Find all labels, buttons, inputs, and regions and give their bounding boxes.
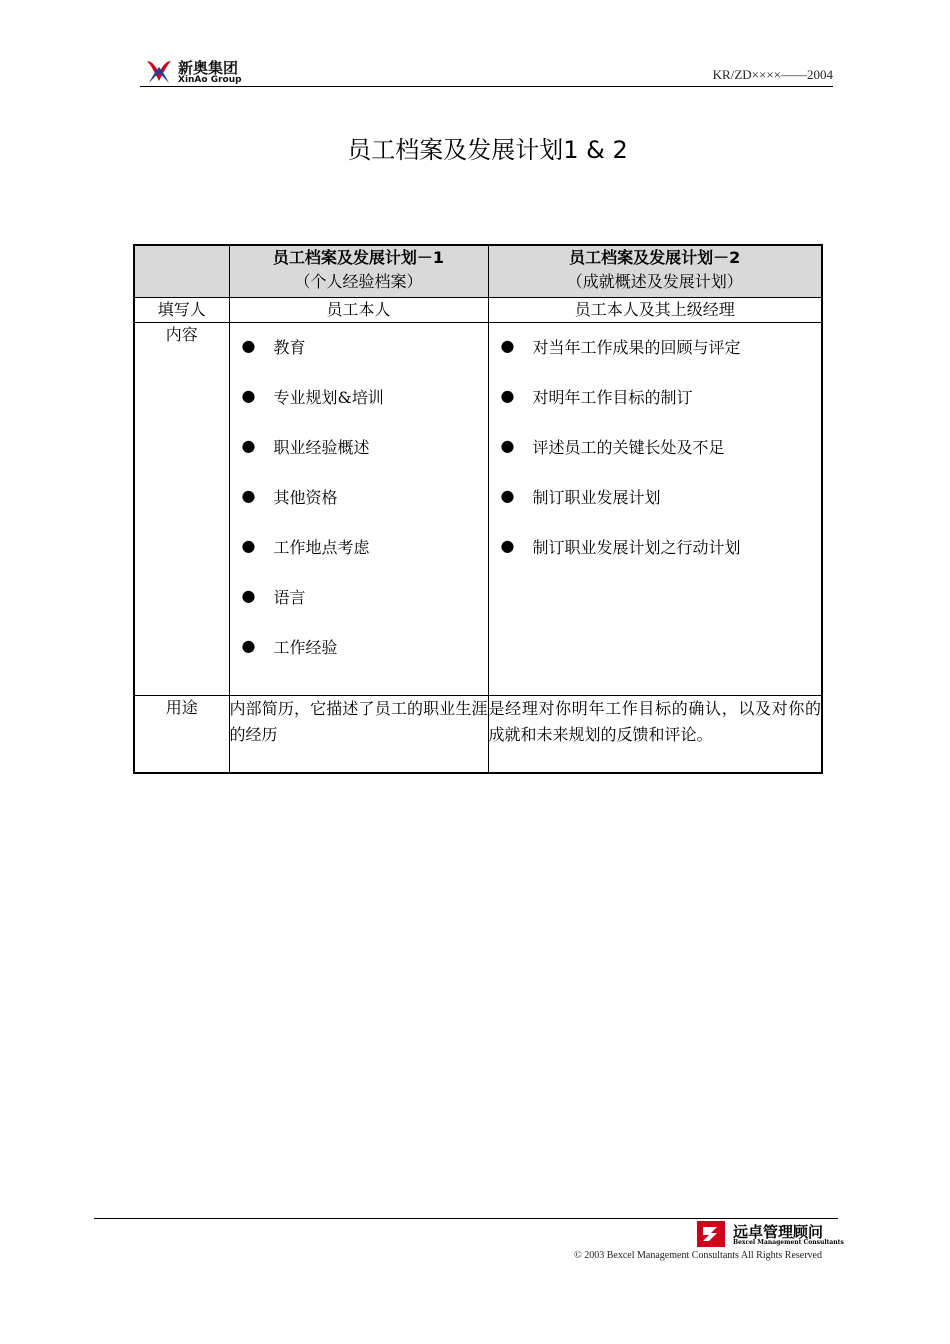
page-title: 员工档案及发展计划1 & 2: [347, 136, 628, 164]
list-item-text: 教育: [273, 338, 306, 357]
header-divider: [140, 86, 833, 87]
list-item-text: 工作经验: [273, 638, 338, 657]
xinao-logo-icon: [143, 55, 175, 87]
list-item: [499, 333, 822, 383]
row-label-content: 内容: [134, 323, 229, 696]
logo-english-name: XinAo Group: [178, 75, 242, 85]
list-item-text: 专业规划&培训: [273, 388, 384, 407]
content-col2: [488, 323, 822, 696]
plan-comparison-table: [133, 244, 823, 774]
list-item: [499, 383, 822, 433]
list-item: [499, 433, 822, 483]
header-col1: [229, 245, 488, 298]
bullet-icon: ●: [500, 536, 515, 555]
bullet-icon: ●: [241, 586, 256, 605]
document-code: KR/ZD××××——2004: [712, 67, 833, 82]
list-item: [240, 633, 488, 683]
consultant-logo: [697, 1221, 844, 1247]
list-item: [240, 333, 488, 383]
list-item-text: 职业经验概述: [273, 438, 370, 457]
list-item: [240, 533, 488, 583]
list-item: [499, 483, 822, 533]
list-item: [240, 433, 488, 483]
list-item-text: 制订职业发展计划: [532, 488, 661, 507]
list-item-text: 其他资格: [273, 488, 338, 507]
bullet-icon: ●: [241, 436, 256, 455]
list-item: [240, 483, 488, 533]
list-item: [240, 383, 488, 433]
bullet-icon: ●: [500, 486, 515, 505]
header-blank-cell: [134, 245, 229, 298]
bullet-icon: ●: [241, 536, 256, 555]
content-col1-list: [230, 323, 488, 691]
list-item: [240, 583, 488, 633]
bullet-icon: ●: [241, 336, 256, 355]
footer-divider: [94, 1218, 838, 1219]
bullet-icon: ●: [500, 336, 515, 355]
logo-chinese-name: 新奥集团: [178, 59, 239, 77]
copyright-text: © 2003 Bexcel Management Consultants All Rights Reserved: [574, 1250, 822, 1261]
list-item-text: 对明年工作目标的制订: [532, 388, 693, 407]
list-item-text: 制订职业发展计划之行动计划: [532, 538, 741, 557]
filler-col2: 员工本人及其上级经理: [488, 298, 822, 323]
list-item-text: 语言: [273, 588, 306, 607]
list-item: [499, 533, 822, 583]
table-header-row: [134, 245, 822, 298]
bexcel-logo-icon: [697, 1221, 725, 1247]
bullet-icon: ●: [500, 436, 515, 455]
list-item-text: 对当年工作成果的回顾与评定: [532, 338, 741, 357]
header-col1-subtitle: （个人经验档案）: [294, 272, 423, 291]
bullet-icon: ●: [241, 486, 256, 505]
content-col1: [229, 323, 488, 696]
footer-logo-chinese: 远卓管理顾问: [733, 1223, 824, 1241]
filler-col1: 员工本人: [229, 298, 488, 323]
bullet-icon: ●: [241, 636, 256, 655]
header-col2: [488, 245, 822, 298]
list-item-text: 评述员工的关键长处及不足: [532, 438, 725, 457]
list-item-text: 工作地点考虑: [273, 538, 370, 557]
content-col2-list: [489, 323, 822, 591]
company-logo: [143, 55, 253, 87]
bullet-icon: ●: [241, 386, 256, 405]
bullet-icon: ●: [500, 386, 515, 405]
table-row-content: [134, 323, 822, 696]
header-col2-title: 员工档案及发展计划－2: [569, 248, 741, 267]
use-col2: 是经理对你明年工作目标的确认，以及对你的成就和未来规划的反馈和评论。: [488, 696, 822, 773]
header-col1-title: 员工档案及发展计划－1: [272, 248, 445, 267]
use-col1: 内部简历，它描述了员工的职业生涯的经历: [229, 696, 488, 773]
header-col2-subtitle: （成就概述及发展计划）: [566, 272, 743, 291]
footer-logo-english: Bexcel Management Consultants: [733, 1239, 844, 1246]
table-row-use: [134, 696, 822, 773]
row-label-filler: 填写人: [134, 298, 229, 323]
table-row-filler: [134, 298, 822, 323]
row-label-use: 用途: [134, 696, 229, 773]
